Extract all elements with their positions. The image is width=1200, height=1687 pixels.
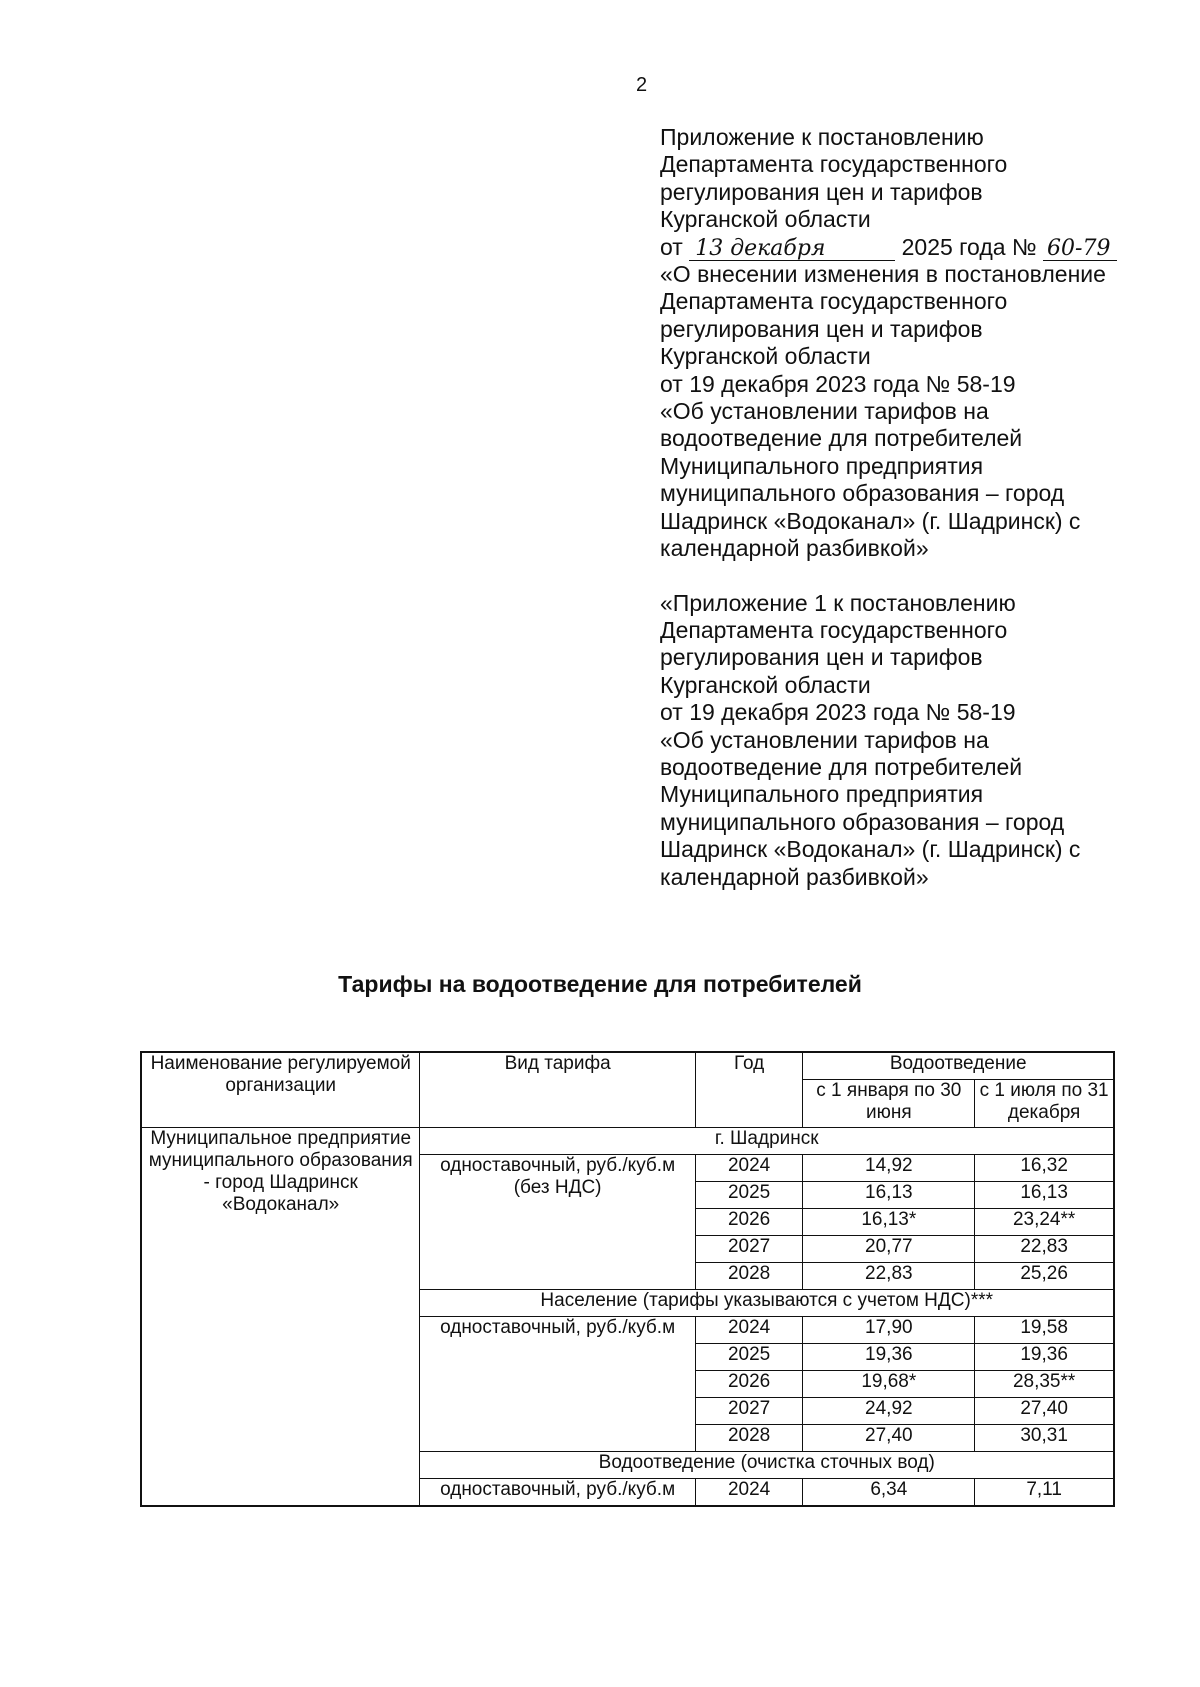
- annex-line: календарной разбивкой»: [660, 535, 929, 562]
- header-group: Водоотведение: [803, 1052, 1114, 1080]
- value-cell: 22,83: [975, 1236, 1114, 1263]
- tariff-type-cell: одноставочный, руб./куб.м (без НДС): [420, 1155, 695, 1290]
- annex-line: водоотведение для потребителей: [660, 425, 1023, 452]
- annex-line: водоотведение для потребителей: [660, 753, 1023, 780]
- tariff-type-cell: одноставочный, руб./куб.м: [420, 1479, 695, 1507]
- tariff-type-cell: одноставочный, руб./куб.м: [420, 1317, 695, 1452]
- value-cell: 19,36: [803, 1344, 975, 1371]
- section-title: г. Шадринск: [420, 1128, 1114, 1155]
- annex-line: регулирования цен и тарифов: [660, 315, 983, 342]
- annex-header: [660, 124, 1180, 891]
- annex-line: «Об установлении тарифов на: [660, 726, 989, 753]
- annex-line: Департамента государственного: [660, 151, 1008, 178]
- annex-line: регулирования цен и тарифов: [660, 644, 983, 671]
- year-cell: 2025: [695, 1182, 803, 1209]
- annex-line: муниципального образования – город: [660, 808, 1065, 835]
- year-cell: 2024: [695, 1317, 803, 1344]
- value-cell: 16,13*: [803, 1209, 975, 1236]
- annex-line: Шадринск «Водоканал» (г. Шадринск) с: [660, 507, 1081, 534]
- year-cell: 2028: [695, 1425, 803, 1452]
- value-cell: 16,13: [975, 1182, 1114, 1209]
- value-cell: 19,36: [975, 1344, 1114, 1371]
- annex-line: Департамента государственного: [660, 616, 1008, 643]
- annex-line: регулирования цен и тарифов: [660, 178, 983, 205]
- value-cell: 7,11: [975, 1479, 1114, 1507]
- annex-line: от 19 декабря 2023 года № 58-19: [660, 699, 1016, 726]
- year-text: 2025 года №: [901, 233, 1037, 260]
- year-cell: 2024: [695, 1155, 803, 1182]
- annex-line: от 19 декабря 2023 года № 58-19: [660, 370, 1016, 397]
- year-cell: 2025: [695, 1344, 803, 1371]
- value-cell: 24,92: [803, 1398, 975, 1425]
- annex-line: Курганской области: [660, 206, 871, 233]
- value-cell: 30,31: [975, 1425, 1114, 1452]
- header-period-1: с 1 января по 30 июня: [803, 1080, 975, 1128]
- annex-line: Курганской области: [660, 671, 871, 698]
- section-title-row: [141, 1128, 1114, 1155]
- year-cell: 2027: [695, 1236, 803, 1263]
- section-title: Население (тарифы указываются с учетом НДС)***: [420, 1290, 1114, 1317]
- value-cell: 20,77: [803, 1236, 975, 1263]
- annex-line: «О внесении изменения в постановление: [660, 261, 1106, 288]
- header-period-2: с 1 июля по 31 декабря: [975, 1080, 1114, 1128]
- handwritten-number: 60-79: [1043, 238, 1117, 261]
- value-cell: 6,34: [803, 1479, 975, 1507]
- value-cell: 22,83: [803, 1263, 975, 1290]
- annex-line: Приложение к постановлению: [660, 124, 984, 150]
- annex-line: Департамента государственного: [660, 288, 1008, 315]
- year-cell: 2024: [695, 1479, 803, 1507]
- value-cell: 27,40: [975, 1398, 1114, 1425]
- table-header-row: [141, 1052, 1114, 1080]
- annex-line: Курганской области: [660, 343, 871, 370]
- section-title: Водоотведение (очистка сточных вод): [420, 1452, 1114, 1479]
- annex-date-line: [660, 234, 1180, 261]
- value-cell: 17,90: [803, 1317, 975, 1344]
- date-prefix: от: [660, 233, 683, 260]
- value-cell: 23,24**: [975, 1209, 1114, 1236]
- year-cell: 2026: [695, 1209, 803, 1236]
- header-tariff-type: Вид тарифа: [420, 1052, 695, 1128]
- value-cell: 28,35**: [975, 1371, 1114, 1398]
- document-title: [0, 971, 1200, 998]
- value-cell: 14,92: [803, 1155, 975, 1182]
- value-cell: 16,32: [975, 1155, 1114, 1182]
- annex-line: Шадринск «Водоканал» (г. Шадринск) с: [660, 836, 1081, 863]
- annex-line: Муниципального предприятия: [660, 781, 984, 808]
- value-cell: 19,68*: [803, 1371, 975, 1398]
- header-org: Наименование регулируемой организации: [141, 1052, 420, 1128]
- year-cell: 2027: [695, 1398, 803, 1425]
- organization-cell: Муниципальное предприятие муниципального образования - город Шадринск «Водоканал»: [141, 1128, 420, 1507]
- year-cell: 2028: [695, 1263, 803, 1290]
- annex-line: календарной разбивкой»: [660, 863, 929, 890]
- annex-line: муниципального образования – город: [660, 480, 1065, 507]
- value-cell: 27,40: [803, 1425, 975, 1452]
- document-title-text: Тарифы на водоотведение для потребителей: [338, 971, 862, 997]
- value-cell: 16,13: [803, 1182, 975, 1209]
- value-cell: 25,26: [975, 1263, 1114, 1290]
- year-cell: 2026: [695, 1371, 803, 1398]
- annex-line: «Приложение 1 к постановлению: [660, 589, 1016, 616]
- header-year: Год: [695, 1052, 803, 1128]
- tariffs-table: [140, 1051, 1115, 1507]
- page-number: 2: [636, 74, 648, 96]
- value-cell: 19,58: [975, 1317, 1114, 1344]
- annex-line: «Об установлении тарифов на: [660, 398, 989, 425]
- handwritten-date: 13 декабря: [689, 238, 895, 261]
- annex-line: Муниципального предприятия: [660, 452, 984, 479]
